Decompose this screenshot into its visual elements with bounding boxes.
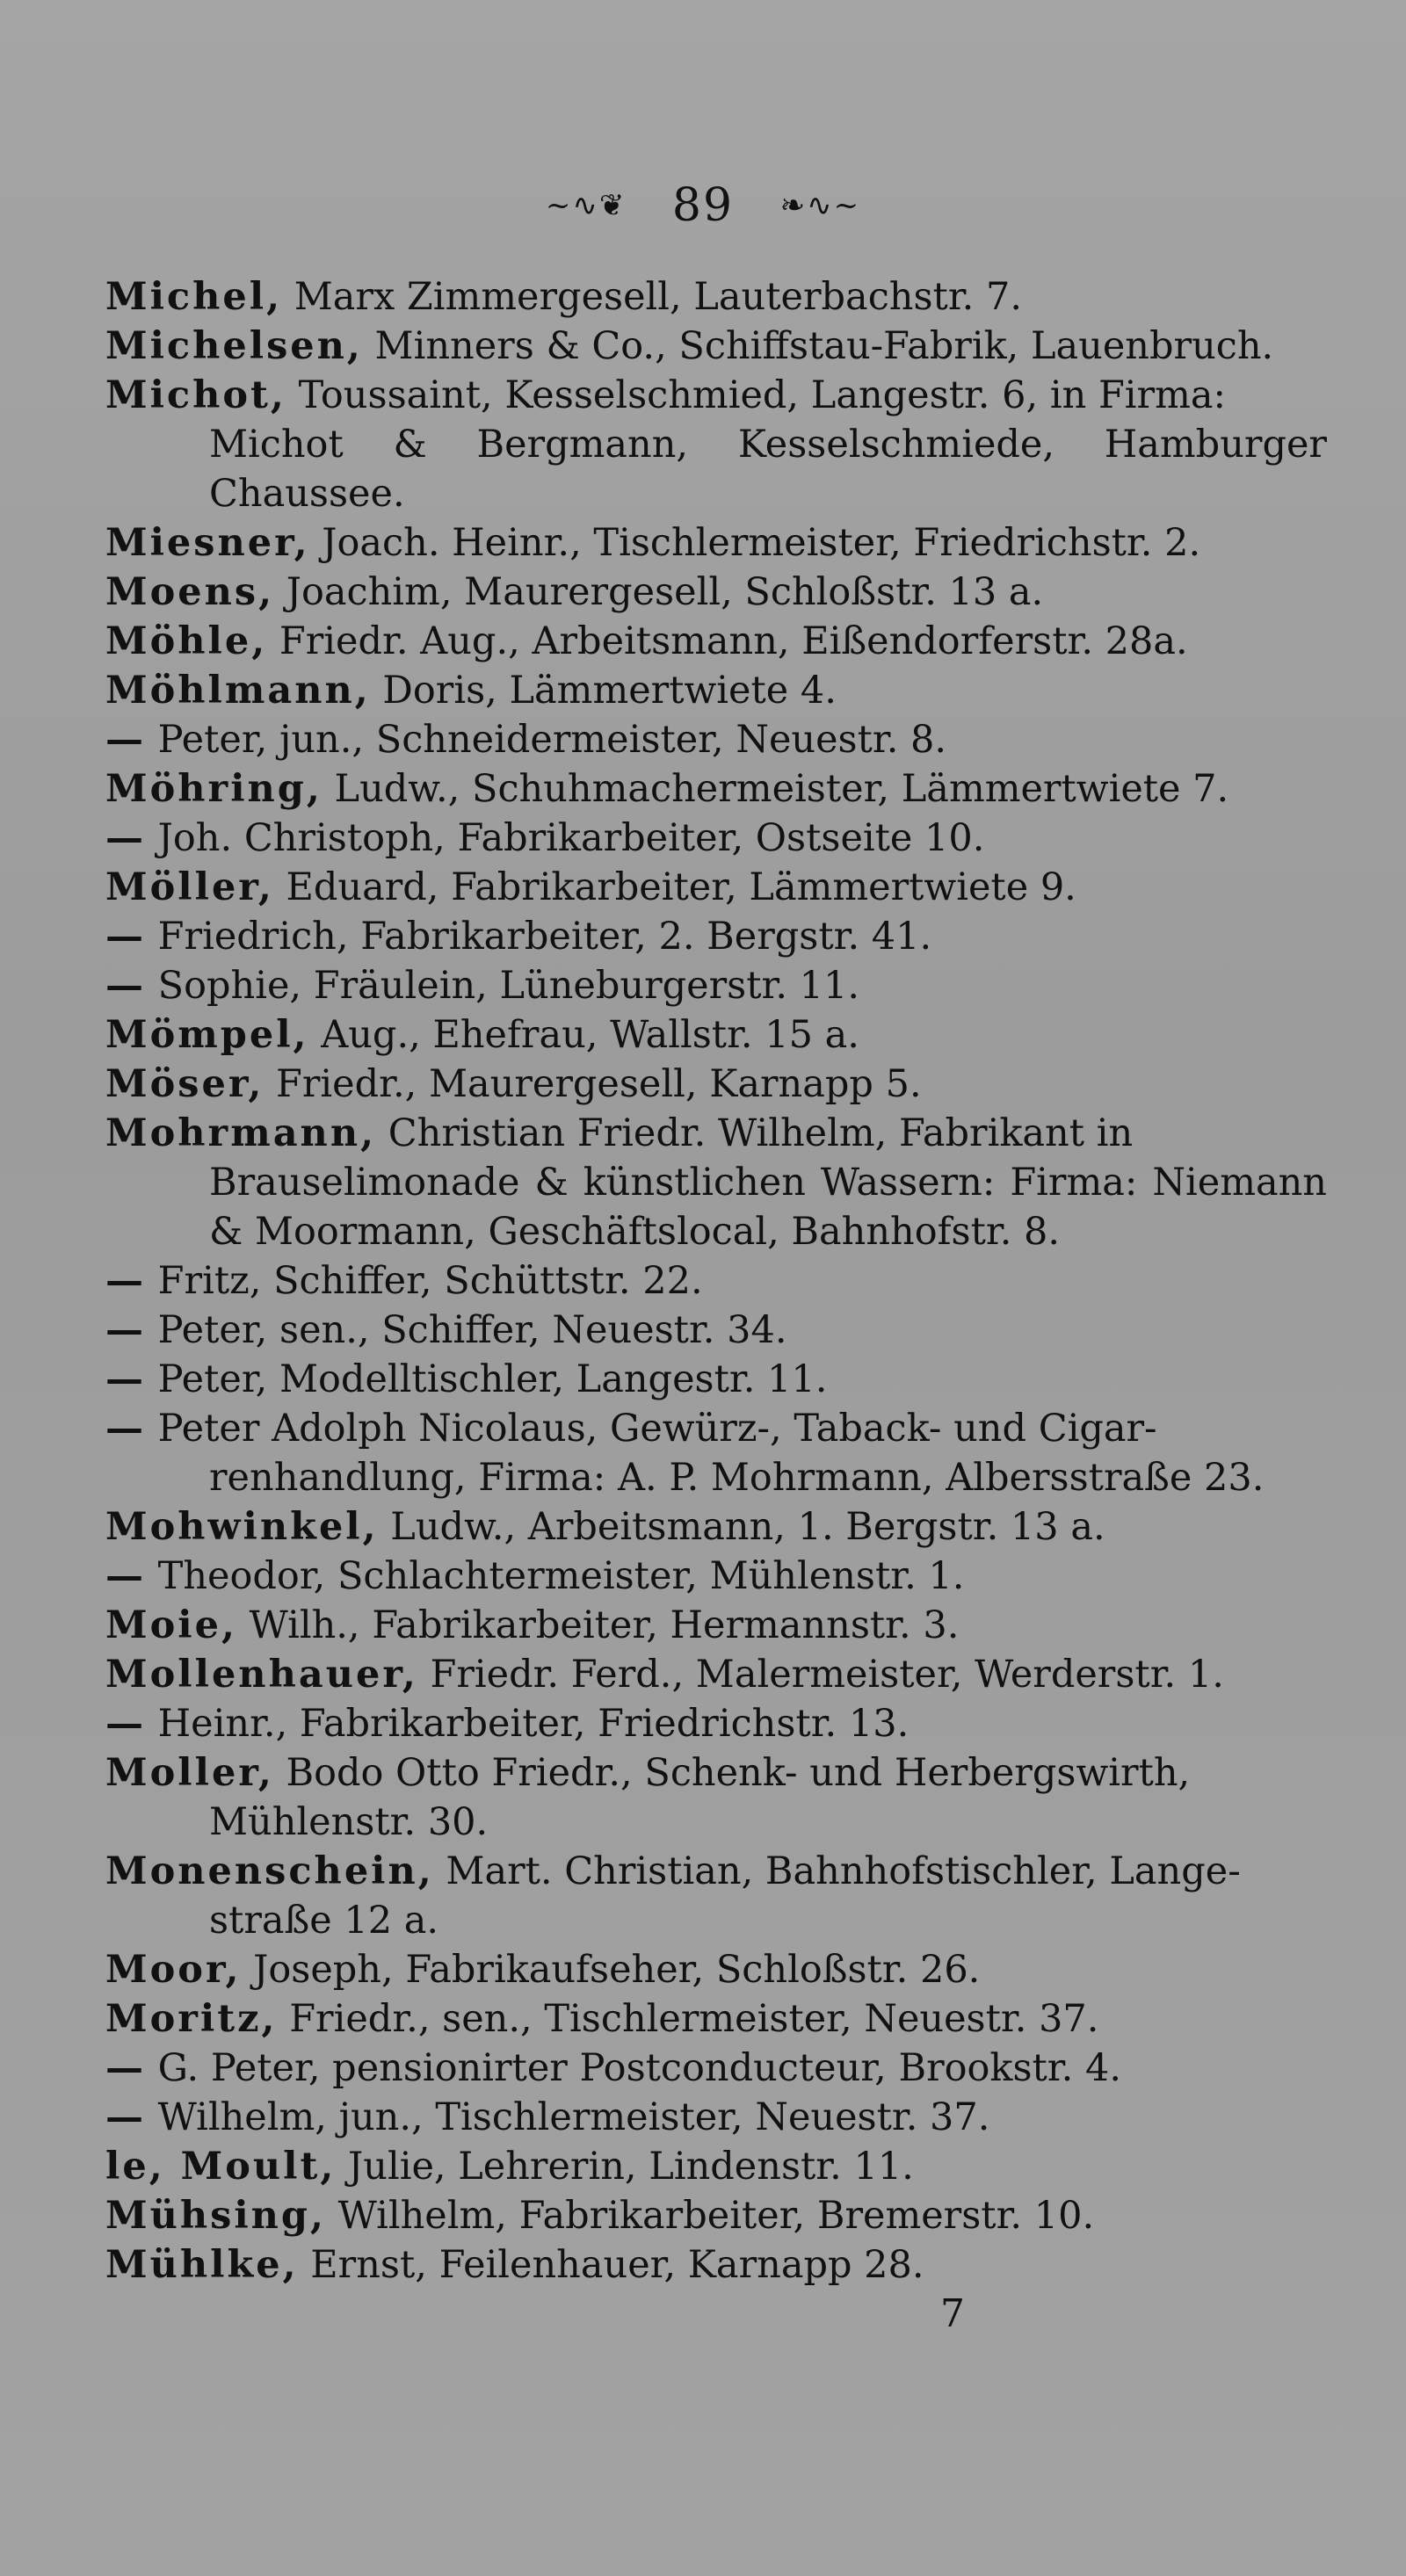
entry-surname: — [105, 2046, 146, 2090]
entry-text: Friedrich, Fabrikarbeiter, 2. Bergstr. 41. [157, 915, 932, 959]
directory-entry [105, 1502, 1327, 1552]
entry-surname: Michot, [105, 373, 286, 417]
directory-entry [105, 961, 1327, 1010]
entry-line [105, 1109, 1327, 1158]
directory-entry [105, 1748, 1327, 1847]
entry-surname: — [105, 718, 146, 762]
entry-text: Joh. Christoph, Fabrikarbeiter, Ostseite 10. [157, 816, 985, 860]
directory-entry [105, 1355, 1327, 1404]
directory-entry [105, 1994, 1327, 2044]
entry-surname: Möller, [105, 865, 274, 909]
entry-text: Theodor, Schlachtermeister, Mühlenstr. 1. [157, 1554, 965, 1598]
entry-surname: Möhle, [105, 619, 268, 663]
entry-line [105, 1010, 1327, 1060]
entry-text: Fritz, Schiffer, Schüttstr. 22. [157, 1259, 703, 1303]
entry-text: G. Peter, pensionirter Postconducteur, Brookstr. 4. [157, 2046, 1122, 2090]
entry-text: Peter, jun., Schneidermeister, Neuestr. 8. [157, 718, 947, 762]
directory-entry [105, 1010, 1327, 1060]
entry-line [105, 371, 1327, 420]
entry-text: Ludw., Schuhmachermeister, Lämmertwiete 7. [334, 767, 1229, 811]
entry-continuation: Michot & Bergmann, Kesselschmiede, Hamburger Chaussee. [209, 423, 1327, 516]
entry-line [105, 1994, 1327, 2044]
entry-surname: le, Moult, [105, 2145, 337, 2189]
entry-surname: Möhring, [105, 767, 323, 811]
entry-text: Friedr. Ferd., Malermeister, Werderstr. 1. [430, 1653, 1224, 1697]
entry-surname: Moie, [105, 1603, 237, 1647]
entry-line [105, 961, 1327, 1010]
entry-surname: Moor, [105, 1948, 242, 1992]
directory-entry [105, 2093, 1327, 2142]
entry-text: Friedr., Maurergesell, Karnapp 5. [276, 1062, 922, 1106]
entry-text: Toussaint, Kesselschmied, Langestr. 6, in Firma: [298, 373, 1226, 417]
entry-line [105, 1601, 1327, 1650]
entry-surname: Mohwinkel, [105, 1505, 379, 1549]
directory-entry [105, 2240, 1327, 2290]
directory-entry [105, 568, 1327, 617]
directory-entry [105, 1060, 1327, 1109]
entry-line [105, 2044, 1327, 2093]
entry-line [105, 272, 1327, 322]
entry-surname: — [105, 915, 146, 959]
entry-line [105, 322, 1327, 371]
entry-text: Doris, Lämmertwiete 4. [382, 669, 837, 713]
entry-line [105, 1355, 1327, 1404]
entry-text: Eduard, Fabrikarbeiter, Lämmertwiete 9. [286, 865, 1076, 909]
directory-entries [105, 272, 1327, 2290]
entry-text: Peter, sen., Schiffer, Neuestr. 34. [157, 1308, 787, 1352]
directory-entry [105, 666, 1327, 715]
directory-entry [105, 322, 1327, 371]
entry-line [105, 814, 1327, 863]
entry-text: Wilhelm, Fabrikarbeiter, Bremerstr. 10. [337, 2194, 1095, 2238]
entry-text: Friedr., sen., Tischlermeister, Neuestr. 37. [289, 1997, 1099, 2041]
entry-line [105, 568, 1327, 617]
entry-line [105, 617, 1327, 666]
directory-entry [105, 1404, 1327, 1502]
entry-line [105, 1748, 1327, 1798]
ornament-left: ~∿❦ [545, 187, 627, 223]
page-header [0, 176, 1406, 232]
entry-surname: — [105, 1308, 146, 1352]
entry-text: Julie, Lehrerin, Lindenstr. 11. [348, 2145, 914, 2189]
entry-text: Minners & Co., Schiffstau-Fabrik, Lauenbruch. [374, 324, 1274, 368]
entry-line [105, 1945, 1327, 1994]
entry-surname: Moller, [105, 1751, 274, 1795]
entry-line [105, 764, 1327, 814]
entry-line [105, 1060, 1327, 1109]
entry-surname: Mömpel, [105, 1013, 309, 1057]
entry-surname: Michel, [105, 275, 283, 319]
entry-text: Peter Adolph Nicolaus, Gewürz-, Taback- und Cigar- [157, 1407, 1157, 1451]
entry-line [105, 1502, 1327, 1552]
directory-entry [105, 1699, 1327, 1748]
entry-line [105, 2142, 1327, 2191]
entry-line [105, 1650, 1327, 1699]
directory-entry [105, 272, 1327, 322]
directory-entry [105, 1650, 1327, 1699]
entry-surname: Moens, [105, 570, 275, 614]
directory-entry [105, 2191, 1327, 2240]
entry-surname: Mühlke, [105, 2243, 299, 2287]
entry-line [105, 912, 1327, 961]
directory-entry [105, 863, 1327, 912]
ornament-right: ❧∿~ [779, 187, 861, 223]
entry-line [105, 2191, 1327, 2240]
entry-line [105, 518, 1327, 568]
entry-line [105, 2093, 1327, 2142]
directory-entry [105, 1601, 1327, 1650]
entry-text: Peter, Modelltischler, Langestr. 11. [157, 1357, 828, 1401]
entry-text: Wilhelm, jun., Tischlermeister, Neuestr. 37. [157, 2095, 990, 2139]
entry-line [105, 1404, 1327, 1453]
directory-entry [105, 912, 1327, 961]
entry-surname: Mohrmann, [105, 1111, 377, 1155]
directory-entry [105, 371, 1327, 518]
entry-text: Joseph, Fabrikaufseher, Schloßstr. 26. [253, 1948, 981, 1992]
directory-entry [105, 1256, 1327, 1306]
entry-text: Ludw., Arbeitsmann, 1. Bergstr. 13 a. [390, 1505, 1105, 1549]
entry-surname: Monenschein, [105, 1849, 434, 1893]
entry-text: Ernst, Feilenhauer, Karnapp 28. [310, 2243, 924, 2287]
entry-continuation: straße 12 a. [209, 1899, 439, 1943]
entry-line [105, 863, 1327, 912]
directory-entry [105, 814, 1327, 863]
entry-text: Joach. Heinr., Tischlermeister, Friedrichstr. 2. [322, 521, 1201, 565]
entry-line [105, 1256, 1327, 1306]
entry-text: Marx Zimmergesell, Lauterbachstr. 7. [294, 275, 1023, 319]
entry-surname: Michelsen, [105, 324, 363, 368]
entry-line [105, 1847, 1327, 1896]
entry-surname: — [105, 1554, 146, 1598]
entry-text: Aug., Ehefrau, Wallstr. 15 a. [321, 1013, 859, 1057]
entry-surname: Moritz, [105, 1997, 278, 2041]
directory-entry [105, 518, 1327, 568]
directory-entry [105, 1109, 1327, 1256]
directory-entry [105, 715, 1327, 764]
entry-text: Wilh., Fabrikarbeiter, Hermannstr. 3. [249, 1603, 960, 1647]
entry-surname: — [105, 1702, 146, 1746]
entry-line [105, 715, 1327, 764]
entry-surname: — [105, 1259, 146, 1303]
entry-line [105, 666, 1327, 715]
directory-entry [105, 1552, 1327, 1601]
entry-surname: Möser, [105, 1062, 265, 1106]
entry-text: Friedr. Aug., Arbeitsmann, Eißendorferstr. 28a. [279, 619, 1188, 663]
entry-surname: Miesner, [105, 521, 310, 565]
entry-text: Joachim, Maurergesell, Schloßstr. 13 a. [286, 570, 1044, 614]
directory-entry [105, 764, 1327, 814]
directory-entry [105, 617, 1327, 666]
entry-surname: — [105, 816, 146, 860]
page-number: 89 [671, 178, 735, 232]
entry-surname: Möhlmann, [105, 669, 371, 713]
signature-mark: 7 [940, 2291, 965, 2336]
entry-line [105, 1552, 1327, 1601]
entry-line [105, 2240, 1327, 2290]
entry-surname: — [105, 964, 146, 1008]
entry-line [105, 1699, 1327, 1748]
directory-entry [105, 2142, 1327, 2191]
directory-entry [105, 1847, 1327, 1945]
entry-text: Heinr., Fabrikarbeiter, Friedrichstr. 13. [157, 1702, 910, 1746]
entry-text: Bodo Otto Friedr., Schenk- und Herbergswirth, [286, 1751, 1191, 1795]
entry-surname: — [105, 2095, 146, 2139]
entry-continuation: Mühlenstr. 30. [209, 1800, 489, 1844]
entry-surname: — [105, 1357, 146, 1401]
entry-text: Sophie, Fräulein, Lüneburgerstr. 11. [157, 964, 860, 1008]
directory-entry [105, 2044, 1327, 2093]
entry-surname: — [105, 1407, 146, 1451]
entry-text: Christian Friedr. Wilhelm, Fabrikant in [388, 1111, 1134, 1155]
entry-continuation: Brauselimonade & künstlichen Wassern: Firma: Niemann & Moormann, Geschäftslocal, Bahnhofstr. 8. [209, 1161, 1327, 1254]
entry-surname: Mollenhauer, [105, 1653, 418, 1697]
entry-line [105, 1306, 1327, 1355]
directory-entry [105, 1306, 1327, 1355]
entry-surname: Mühsing, [105, 2194, 326, 2238]
entry-continuation: renhandlung, Firma: A. P. Mohrmann, Albersstraße 23. [209, 1456, 1265, 1500]
entry-text: Mart. Christian, Bahnhofstischler, Lange- [446, 1849, 1241, 1893]
directory-entry [105, 1945, 1327, 1994]
